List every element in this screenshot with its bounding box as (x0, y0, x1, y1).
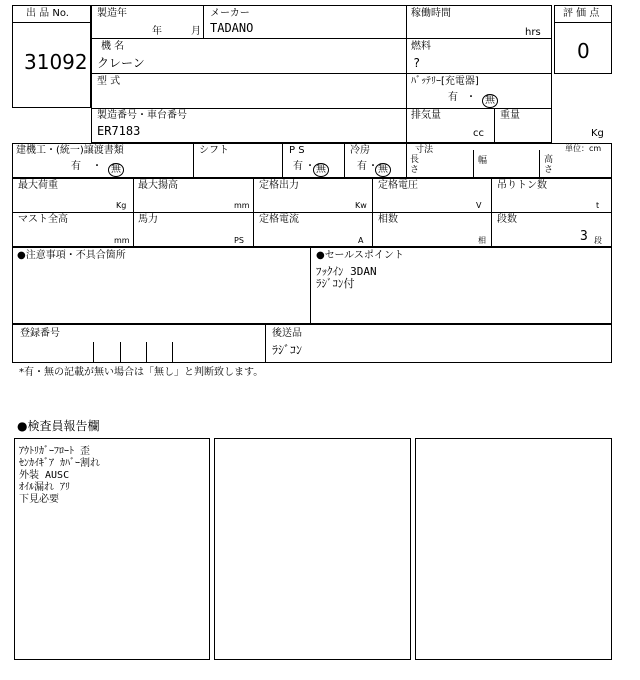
accessories-label: 後送品 (272, 328, 302, 339)
cooling-dot: ・ (368, 161, 378, 172)
maker-label: メーカー (210, 8, 250, 19)
transfer-docs-label: 建機工・(統一)譲渡書類 (16, 145, 124, 156)
horsepower-label: 馬力 (138, 214, 158, 225)
accessories-value: ﾗｼﾞｺﾝ (272, 343, 303, 357)
lift-ton-unit: t (596, 201, 600, 210)
registration-frame (12, 324, 612, 363)
serial-label: 製造番号・車台番号 (97, 110, 187, 121)
transfer-yes: 有 (71, 161, 81, 172)
dims-label: 寸法 (415, 145, 434, 155)
sales-points-label: ●セールスポイント (316, 250, 404, 261)
displacement-unit: cc (473, 128, 484, 139)
max-lift-unit: mm (234, 201, 250, 210)
rating-label: 評 価 点 (563, 8, 600, 19)
sales-points: ﾌｯｸｲﾝ 3DAN ﾗｼﾞｺﾝ付 (316, 265, 377, 290)
shift-label: シフト (199, 145, 229, 156)
mast-height-label: マスト全高 (18, 214, 68, 225)
rated-output-label: 定格出力 (259, 180, 299, 191)
weight-unit: Kg (591, 128, 604, 139)
rating-value: 0 (577, 39, 590, 63)
lift-ton-label: 吊りトン数 (497, 180, 547, 191)
transfer-dot: ・ (92, 161, 102, 172)
unit-note: 単位：cm (565, 144, 602, 153)
hours-unit: hrs (525, 27, 541, 38)
ps-dot: ・ (305, 161, 315, 172)
lot-number-label: 出 品 No. (26, 8, 69, 19)
max-load-label: 最大荷重 (18, 180, 58, 191)
registration-label: 登録番号 (20, 328, 60, 339)
month-unit: 月 (191, 26, 201, 37)
max-load-unit: Kg (116, 201, 127, 210)
footnote: *有・無の記載が無い場合は「無し」と判断致します。 (19, 367, 264, 378)
inspector-box-3 (415, 438, 612, 660)
stages-label: 段数 (497, 214, 517, 225)
max-lift-label: 最大揚高 (138, 180, 178, 191)
transfer-no-circled: 無 (108, 159, 124, 177)
cooling-no-circled: 無 (375, 159, 391, 177)
inspector-report: ｱｳﾄﾘｶﾞｰﾌﾛｰﾄ 歪 ｾﾝｶｲｷﾞｱ ｶﾊﾞｰ割れ 外装 AUSC ｵｲﾙ漏れ ｱﾘ 下見必要 (19, 446, 101, 505)
ps-label: P S (289, 145, 305, 156)
rated-output-unit: Kw (355, 201, 367, 210)
model-value: クレーン (97, 56, 145, 70)
phase-unit: 相 (478, 236, 486, 245)
inspector-box-2 (214, 438, 411, 660)
lot-number: 31092 (24, 50, 88, 74)
stages-value: 3 (580, 229, 588, 244)
rated-voltage-label: 定格電圧 (378, 180, 418, 191)
stages-unit: 段 (594, 236, 602, 245)
rated-voltage-unit: V (476, 201, 482, 210)
type-label: 型 式 (97, 76, 121, 87)
cooling-yes: 有 (357, 161, 367, 172)
battery-yes: 有 (448, 92, 458, 103)
rated-current-label: 定格電流 (259, 214, 299, 225)
year-unit: 年 (152, 26, 162, 37)
mast-height-unit: mm (114, 236, 130, 245)
battery-label: ﾊﾞｯﾃﾘｰ[充電器] (411, 76, 479, 87)
width-label: 幅 (478, 156, 488, 166)
fuel-label: 燃料 (411, 41, 431, 52)
model-label: 機 名 (101, 41, 125, 52)
phase-label: 相数 (378, 214, 398, 225)
fuel-value: ? (413, 56, 421, 70)
serial-value: ER7183 (97, 124, 141, 138)
length-label: 長 さ (410, 155, 420, 175)
cooling-label: 冷房 (350, 145, 370, 156)
ps-yes: 有 (293, 161, 303, 172)
battery-dot: ・ (466, 92, 476, 103)
displacement-label: 排気量 (411, 110, 441, 121)
ps-no-circled: 無 (313, 159, 329, 177)
weight-label: 重量 (500, 110, 520, 121)
maker-value: TADANO (210, 21, 254, 35)
year-label: 製造年 (97, 8, 127, 19)
hours-label: 稼働時間 (411, 8, 451, 19)
battery-no-circled: 無 (482, 90, 498, 108)
inspector-title: ●検査員報告欄 (17, 419, 100, 433)
caution-label: ●注意事項・不具合箇所 (17, 250, 126, 261)
rated-current-unit: A (358, 236, 364, 245)
horsepower-unit: PS (234, 236, 244, 245)
height-label: 高 さ (544, 155, 554, 175)
